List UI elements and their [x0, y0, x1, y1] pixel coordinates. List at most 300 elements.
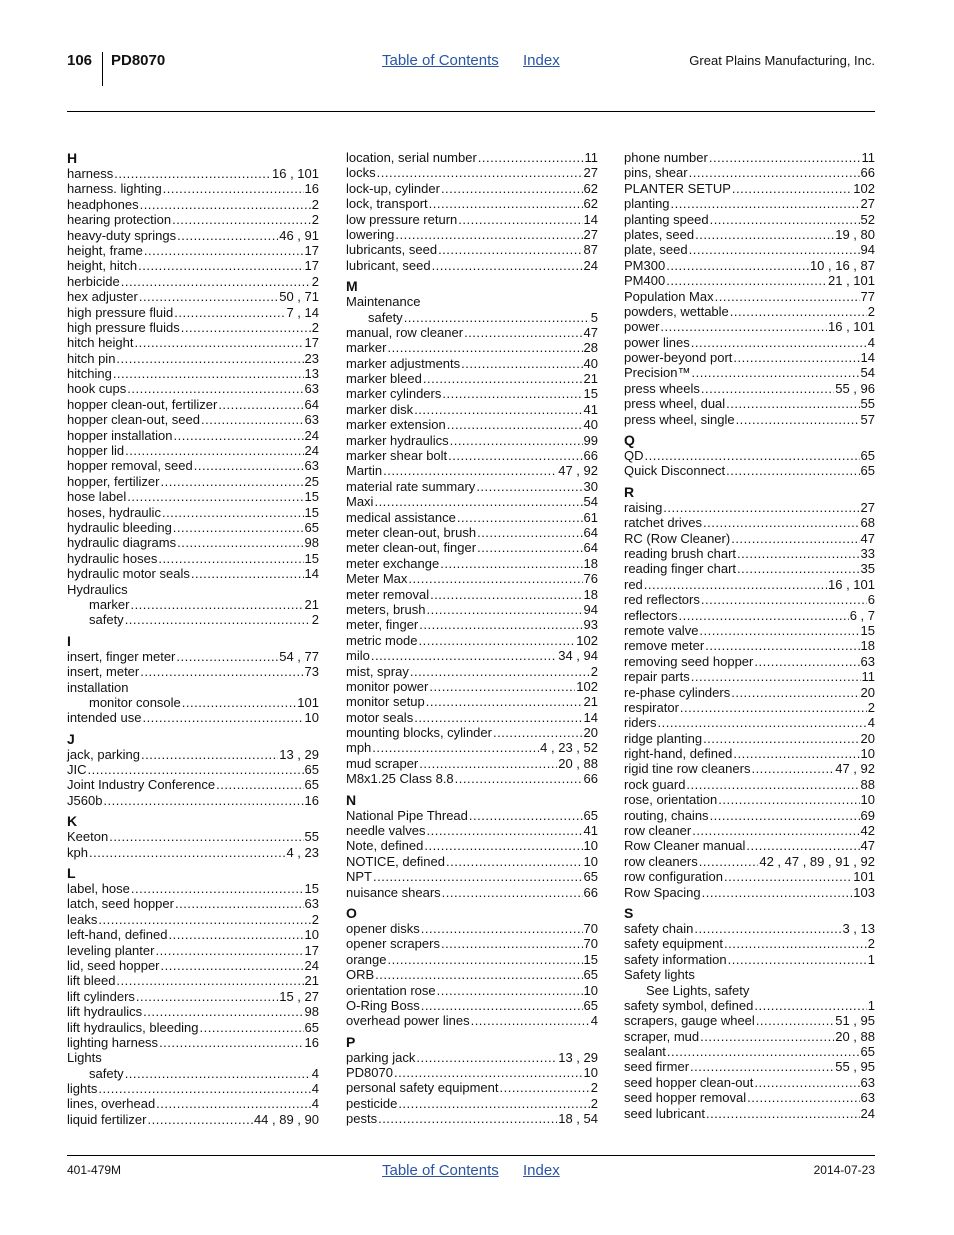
page-reference[interactable]: 55 — [304, 829, 319, 845]
index-entry — [624, 685, 875, 700]
page-reference[interactable]: 44 , 89 , 90 — [253, 1111, 319, 1127]
page-reference[interactable]: 77 — [860, 288, 875, 304]
dot-leader — [699, 854, 759, 869]
dot-leader — [666, 273, 827, 288]
page-reference[interactable]: 2 — [590, 663, 598, 679]
index-entry — [346, 679, 598, 694]
page-reference[interactable]: 65 — [304, 1019, 319, 1035]
dot-leader — [142, 710, 303, 725]
page-reference[interactable]: 20 , 88 — [558, 755, 598, 771]
dot-leader — [499, 1080, 589, 1095]
page-reference[interactable]: 66 — [583, 448, 598, 464]
page-reference[interactable]: 2 — [867, 936, 875, 952]
page-reference[interactable]: 54 — [583, 494, 598, 510]
dot-leader — [709, 150, 861, 165]
dot-leader — [423, 371, 583, 386]
index-term: reading brush chart — [624, 545, 737, 561]
page-reference[interactable]: 5 — [590, 309, 598, 325]
index-term: marker — [346, 340, 387, 356]
page-reference[interactable]: 47 , 92 — [835, 761, 875, 777]
page-reference[interactable]: 16 — [304, 792, 319, 808]
page-reference[interactable]: 40 — [583, 355, 598, 371]
page-reference[interactable]: 65 — [583, 967, 598, 983]
index-term: safety information — [624, 951, 727, 967]
index-term: Joint Industry Conference — [67, 777, 216, 793]
footer-toc-link[interactable]: Table of Contents — [382, 1162, 499, 1179]
page-reference[interactable]: 63 — [860, 653, 875, 669]
dot-leader — [140, 197, 311, 212]
dot-leader — [671, 196, 860, 211]
page-reference[interactable]: 63 — [304, 381, 319, 397]
index-entry — [346, 602, 598, 617]
index-entry — [67, 1020, 319, 1035]
index-entry — [346, 648, 598, 663]
page-reference[interactable]: 102 — [576, 678, 598, 694]
index-entry — [346, 525, 598, 540]
page-reference[interactable]: 47 — [583, 324, 598, 340]
page-reference[interactable]: 69 — [860, 807, 875, 823]
page-reference[interactable]: 10 — [583, 982, 598, 998]
page-reference[interactable]: 94 — [860, 242, 875, 258]
page-reference[interactable]: 61 — [583, 509, 598, 525]
page-reference[interactable]: 11 — [861, 669, 875, 685]
index-term: remote valve — [624, 622, 699, 638]
dot-leader — [464, 325, 582, 340]
page-reference[interactable]: 15 — [304, 550, 319, 566]
index-entry — [346, 1080, 598, 1095]
page-reference[interactable]: 33 — [860, 545, 875, 561]
index-heading: installation — [67, 679, 129, 695]
page-reference[interactable]: 65 — [583, 807, 598, 823]
page-reference[interactable]: 6 , 7 — [849, 607, 875, 623]
page-reference[interactable]: 21 , 101 — [828, 273, 875, 289]
page-reference[interactable]: 1 — [867, 951, 875, 967]
page-reference[interactable]: 4 — [867, 715, 875, 731]
dot-leader — [678, 608, 848, 623]
dot-leader — [194, 458, 304, 473]
page-reference[interactable]: 54 — [860, 365, 875, 381]
index-term: QD — [624, 448, 644, 464]
page-reference[interactable]: 2 — [311, 212, 319, 228]
header-index-link[interactable]: Index — [523, 52, 560, 69]
page-reference[interactable]: 4 , 23 — [286, 844, 319, 860]
index-term: ORB — [346, 967, 375, 983]
dot-leader — [440, 556, 582, 571]
dot-leader — [458, 212, 582, 227]
index-entry — [624, 448, 875, 463]
page-reference[interactable]: 73 — [304, 664, 319, 680]
page-reference[interactable]: 15 — [304, 504, 319, 520]
page-reference[interactable]: 10 — [860, 746, 875, 762]
page-reference[interactable]: 4 — [311, 1081, 319, 1097]
page-reference[interactable]: 19 , 80 — [835, 226, 875, 242]
page-reference[interactable]: 103 — [853, 884, 875, 900]
index-entry — [624, 838, 875, 853]
index-term: safety — [89, 612, 124, 628]
index-term: low pressure return — [346, 211, 458, 227]
page-reference[interactable]: 25 — [304, 473, 319, 489]
page-reference[interactable]: 13 — [304, 366, 319, 382]
page-reference[interactable]: 27 — [860, 196, 875, 212]
page-reference[interactable]: 4 — [590, 1013, 598, 1029]
index-entry — [67, 474, 319, 489]
page-reference[interactable]: 47 , 92 — [558, 463, 598, 479]
page-reference[interactable]: 14 — [583, 211, 598, 227]
index-term: PLANTER SETUP — [624, 180, 731, 196]
index-term: lights — [67, 1081, 98, 1097]
page-reference[interactable]: 13 , 29 — [558, 1049, 598, 1065]
index-entry — [624, 212, 875, 227]
page-reference[interactable]: 15 — [304, 881, 319, 897]
dot-leader — [477, 525, 582, 540]
page-reference[interactable]: 94 — [583, 601, 598, 617]
page-reference[interactable]: 24 — [860, 1105, 875, 1121]
page-reference[interactable]: 2 — [311, 911, 319, 927]
index-term: removing seed hopper — [624, 653, 754, 669]
index-entry — [67, 197, 319, 212]
dot-leader — [644, 577, 827, 592]
page-reference[interactable]: 6 — [867, 592, 875, 608]
page-reference[interactable]: 64 — [304, 396, 319, 412]
index-term: nuisance shears — [346, 884, 441, 900]
page-reference[interactable]: 10 — [304, 927, 319, 943]
index-entry — [624, 761, 875, 776]
dot-leader — [754, 1075, 859, 1090]
page-reference[interactable]: 66 — [583, 884, 598, 900]
page-reference[interactable]: 10 — [583, 853, 598, 869]
page-reference[interactable]: 15 , 27 — [279, 988, 319, 1004]
dot-leader — [398, 1096, 589, 1111]
page-reference[interactable]: 20 — [860, 730, 875, 746]
index-term: height, frame — [67, 242, 143, 258]
page-reference[interactable]: 18 — [583, 586, 598, 602]
index-term: plate, seed — [624, 242, 688, 258]
page-reference[interactable]: 16 — [304, 181, 319, 197]
page-reference[interactable]: 2 — [311, 273, 319, 289]
page-reference[interactable]: 15 — [860, 622, 875, 638]
page-reference[interactable]: 76 — [583, 571, 598, 587]
index-entry — [346, 386, 598, 401]
index-entry — [624, 1029, 875, 1044]
page-reference[interactable]: 14 — [304, 566, 319, 582]
page-reference[interactable]: 10 — [304, 710, 319, 726]
dot-leader — [645, 448, 860, 463]
page-reference[interactable]: 16 , 101 — [272, 166, 319, 181]
page-reference[interactable]: 4 , 23 , 52 — [540, 740, 598, 756]
page-reference[interactable]: 65 — [304, 777, 319, 793]
page-reference[interactable]: 98 — [304, 535, 319, 551]
index-heading: Maintenance — [346, 294, 421, 310]
index-term: marker extension — [346, 417, 446, 433]
page-reference[interactable]: 65 — [583, 997, 598, 1013]
dot-leader — [746, 838, 859, 853]
page-reference[interactable]: 2 — [311, 196, 319, 212]
page-reference[interactable]: 65 — [583, 869, 598, 885]
page-reference[interactable]: 17 — [304, 335, 319, 351]
page-reference[interactable]: 102 — [576, 632, 598, 648]
page-reference[interactable]: 4 — [867, 334, 875, 350]
page-reference[interactable]: 41 — [583, 401, 598, 417]
index-term: hitching — [67, 366, 112, 382]
index-heading: Lights — [67, 1050, 102, 1066]
page-reference[interactable]: 63 — [860, 1090, 875, 1106]
index-term: lock, transport — [346, 196, 428, 212]
index-term: reflectors — [624, 607, 678, 623]
index-term: plates, seed — [624, 226, 695, 242]
page-reference[interactable]: 17 — [304, 942, 319, 958]
page-reference[interactable]: 11 — [861, 150, 875, 165]
index-entry — [624, 592, 875, 607]
page-reference[interactable]: 62 — [583, 180, 598, 196]
index-entry — [624, 273, 875, 288]
page-reference[interactable]: 40 — [583, 417, 598, 433]
page-reference[interactable]: 14 — [583, 709, 598, 725]
page-reference[interactable]: 27 — [583, 226, 598, 242]
page-reference[interactable]: 10 — [583, 838, 598, 854]
page-reference[interactable]: 93 — [583, 617, 598, 633]
dot-leader — [689, 165, 860, 180]
page-reference[interactable]: 41 — [583, 823, 598, 839]
index-entry — [67, 458, 319, 473]
index-entry — [67, 927, 319, 942]
page-reference[interactable]: 21 — [304, 596, 319, 612]
index-term: Maxi — [346, 494, 374, 510]
page-reference[interactable]: 98 — [304, 1004, 319, 1020]
page-reference[interactable]: 57 — [860, 411, 875, 427]
index-entry — [67, 1112, 319, 1127]
page-reference[interactable]: 10 — [583, 1065, 598, 1081]
page-reference[interactable]: 34 , 94 — [558, 648, 598, 664]
page-reference[interactable]: 24 — [583, 257, 598, 273]
page-reference[interactable]: 2 — [590, 1080, 598, 1096]
index-term: marker shear bolt — [346, 448, 448, 464]
index-term: milo — [346, 648, 370, 664]
page-reference[interactable]: 10 — [860, 792, 875, 808]
dot-leader — [442, 885, 583, 900]
index-term: NPT — [346, 869, 372, 885]
dot-leader — [429, 679, 575, 694]
index-term: M8x1.25 Class 8.8 — [346, 771, 454, 787]
index-entry — [624, 181, 875, 196]
page-reference[interactable]: 42 , 47 , 89 , 91 , 92 — [759, 853, 875, 869]
page-reference[interactable]: 63 — [304, 412, 319, 428]
page-reference[interactable]: 47 — [860, 838, 875, 854]
page-reference[interactable]: 99 — [583, 432, 598, 448]
dot-leader — [173, 520, 304, 535]
index-entry — [346, 242, 598, 257]
page-reference[interactable]: 50 , 71 — [279, 289, 319, 305]
index-term: Row Cleaner manual — [624, 838, 746, 854]
page-reference[interactable]: 2 — [311, 612, 319, 628]
index-entry — [346, 936, 598, 951]
page-reference[interactable]: 88 — [860, 776, 875, 792]
index-entry — [346, 808, 598, 823]
index-entry — [624, 936, 875, 951]
page-reference[interactable]: 63 — [304, 896, 319, 912]
page-reference[interactable]: 2 — [590, 1095, 598, 1111]
index-term: hopper clean-out, fertilizer — [67, 396, 218, 412]
page-reference[interactable]: 16 — [304, 1034, 319, 1050]
page-reference[interactable]: 102 — [853, 180, 875, 196]
page-reference[interactable]: 27 — [860, 499, 875, 515]
page-reference[interactable]: 23 — [304, 350, 319, 366]
page-reference[interactable]: 55 — [860, 396, 875, 412]
index-entry — [624, 365, 875, 380]
page-reference[interactable]: 51 , 95 — [835, 1013, 875, 1029]
page-reference[interactable]: 1 — [867, 997, 875, 1013]
page-reference[interactable]: 101 — [853, 869, 875, 885]
index-entry — [67, 896, 319, 911]
page-reference[interactable]: 30 — [583, 478, 598, 494]
page-reference[interactable]: 3 , 13 — [842, 920, 875, 936]
dot-leader — [737, 561, 860, 576]
index-term: liquid fertilizer — [67, 1111, 147, 1127]
page-reference[interactable]: 4 — [311, 1096, 319, 1112]
page-reference[interactable]: 18 , 54 — [558, 1111, 598, 1127]
dot-leader — [155, 943, 303, 958]
page-reference[interactable]: 70 — [583, 920, 598, 936]
index-term: lift cylinders — [67, 988, 135, 1004]
index-term: safety equipment — [624, 936, 724, 952]
page-reference[interactable]: 16 , 101 — [828, 576, 875, 592]
dot-leader — [728, 952, 867, 967]
index-term: phone number — [624, 150, 708, 165]
page-reference[interactable]: 63 — [860, 1074, 875, 1090]
page-reference[interactable]: 55 , 95 — [835, 1059, 875, 1075]
page-reference[interactable]: 87 — [583, 242, 598, 258]
page-reference[interactable]: 54 , 77 — [279, 648, 319, 664]
page-reference[interactable]: 64 — [583, 524, 598, 540]
page-reference[interactable]: 42 — [860, 823, 875, 839]
index-entry — [67, 777, 319, 792]
page-reference[interactable]: 20 — [860, 684, 875, 700]
page-reference[interactable]: 15 — [583, 386, 598, 402]
page-reference[interactable]: 15 — [583, 951, 598, 967]
dot-leader — [98, 1081, 310, 1096]
index-entry — [67, 489, 319, 504]
page-reference[interactable]: 65 — [304, 519, 319, 535]
page-reference[interactable]: 20 , 88 — [835, 1028, 875, 1044]
page-reference[interactable]: 55 , 96 — [835, 380, 875, 396]
page-reference[interactable]: 10 , 16 , 87 — [809, 257, 875, 273]
index-entry — [624, 227, 875, 242]
index-term: meter removal — [346, 586, 430, 602]
index-term: lift bleed — [67, 973, 116, 989]
page-reference[interactable]: 14 — [860, 350, 875, 366]
page-reference[interactable]: 7 , 14 — [286, 304, 319, 320]
page-reference[interactable]: 24 — [304, 427, 319, 443]
page-reference[interactable]: 27 — [583, 165, 598, 181]
page-reference[interactable]: 65 — [860, 1044, 875, 1060]
page-reference[interactable]: 70 — [583, 936, 598, 952]
dot-leader — [450, 433, 583, 448]
index-entry — [346, 258, 598, 273]
dot-leader — [726, 396, 859, 411]
dot-leader — [700, 1029, 834, 1044]
dot-leader — [731, 685, 859, 700]
page-reference[interactable]: 62 — [583, 196, 598, 212]
dot-leader — [715, 289, 860, 304]
page-reference[interactable]: 21 — [583, 371, 598, 387]
page-reference[interactable]: 52 — [860, 211, 875, 227]
page-reference[interactable]: 65 — [860, 448, 875, 464]
page-reference[interactable]: 65 — [304, 762, 319, 778]
index-term: orange — [346, 951, 387, 967]
index-term: riders — [624, 715, 657, 731]
dot-leader — [414, 710, 582, 725]
page-reference[interactable]: 17 — [304, 242, 319, 258]
page-reference[interactable]: 68 — [860, 515, 875, 531]
page-reference[interactable]: 17 — [304, 258, 319, 274]
section-letter: N — [346, 791, 357, 808]
page-reference[interactable]: 2 — [867, 303, 875, 319]
dot-leader — [426, 602, 582, 617]
dot-leader — [737, 546, 860, 561]
index-term: locks — [346, 165, 376, 181]
page-reference[interactable]: 18 — [583, 555, 598, 571]
page-reference[interactable]: 4 — [311, 1065, 319, 1081]
index-entry — [67, 1035, 319, 1050]
page-reference[interactable]: 101 — [297, 694, 319, 710]
index-term: Row Spacing — [624, 884, 701, 900]
index-term: hopper removal, seed — [67, 458, 193, 474]
dot-leader — [703, 731, 859, 746]
dot-leader — [726, 463, 859, 478]
dot-leader — [705, 638, 859, 653]
index-term: respirator — [624, 699, 679, 715]
page-reference[interactable]: 2 — [867, 699, 875, 715]
page-reference[interactable]: 18 — [860, 638, 875, 654]
index-term: ridge planting — [624, 730, 703, 746]
page-reference[interactable]: 24 — [304, 957, 319, 973]
page-reference[interactable]: 20 — [583, 725, 598, 741]
section-letter: P — [346, 1033, 356, 1050]
index-entry — [346, 1111, 598, 1126]
page-reference[interactable]: 35 — [860, 561, 875, 577]
index-term: power lines — [624, 334, 690, 350]
page-reference[interactable]: 21 — [583, 694, 598, 710]
index-term: hearing protection — [67, 212, 172, 228]
page-reference[interactable]: 11 — [584, 150, 598, 165]
index-term: mist, spray — [346, 663, 409, 679]
index-entry — [346, 998, 598, 1013]
page-reference[interactable]: 13 , 29 — [279, 746, 319, 762]
index-entry — [67, 412, 319, 427]
index-column-1 — [67, 150, 319, 1127]
index-term: marker bleed — [346, 371, 422, 387]
page-reference[interactable]: 66 — [583, 771, 598, 787]
header-toc-link[interactable]: Table of Contents — [382, 52, 499, 69]
page-reference[interactable]: 63 — [304, 458, 319, 474]
page-reference[interactable]: 15 — [304, 489, 319, 505]
page-reference[interactable]: 47 — [860, 530, 875, 546]
page-reference[interactable]: 16 , 101 — [828, 319, 875, 335]
page-reference[interactable]: 2 — [311, 319, 319, 335]
index-entry — [624, 700, 875, 715]
dot-leader — [174, 428, 304, 443]
page-reference[interactable]: 66 — [860, 165, 875, 181]
page-reference[interactable]: 24 — [304, 443, 319, 459]
page-reference[interactable]: 21 — [304, 973, 319, 989]
page-reference[interactable]: 64 — [583, 540, 598, 556]
page-reference[interactable]: 46 , 91 — [279, 227, 319, 243]
page-reference[interactable]: 65 — [860, 463, 875, 479]
index-term: RC (Row Cleaner) — [624, 530, 731, 546]
page-reference[interactable]: 28 — [583, 340, 598, 356]
index-term: hex adjuster — [67, 289, 138, 305]
footer-index-link[interactable]: Index — [523, 1162, 560, 1179]
index-entry — [624, 381, 875, 396]
